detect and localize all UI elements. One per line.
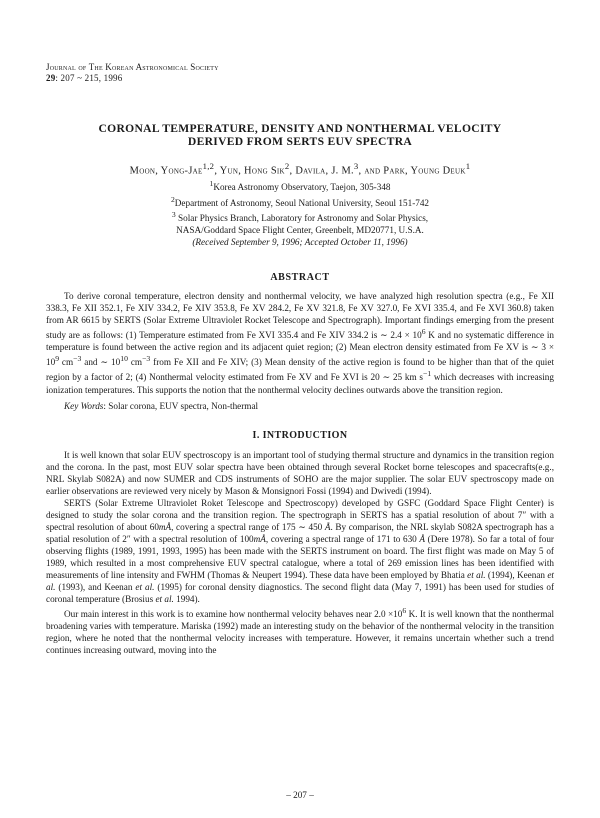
intro-paragraph-1: It is well known that solar EUV spectroscopy is an important tool of studying thermal structure and dynamics in the transition region and the corona. In the past, most EUV solar spectra have been obtained through several Rocket borne telescopes and spacecrafts(e.g., NRL Skylab S082A) and now SUMER and CDS instruments of SOHO are the major supplier. The solar EUV spectroscopy made on earlier observations are reviewed very nicely by Mason & Monsignori Fossi (1994) and Dwivedi (1994).	[46, 449, 554, 496]
page-number: – 207 –	[286, 790, 314, 800]
journal-volume: 29	[46, 73, 56, 83]
author-sep-2: ,	[289, 165, 296, 177]
p3-b: K. It is well known that the nonthermal broadening varies with temperature. Mariska (1992) made an interesting study on the behavior of the nonthermal velocity in the transition region, where he noted that the nonthermal velocity increases with temperature. However, it remains uncertain whether such a trend continues increasing outward, moving into the	[46, 609, 554, 656]
journal-pages-year: : 207 ~ 215, 1996	[55, 73, 123, 83]
keywords-text: : Solar corona, EUV spectra, Non-thermal	[103, 400, 259, 411]
abstract-text	[46, 290, 554, 396]
author-sep-1: ,	[214, 165, 220, 177]
p2-g: (1993), and Keenan	[55, 582, 136, 593]
keywords-label: Key Words	[64, 400, 104, 411]
received-dates: (Received September 9, 1996; Accepted October 11, 1996)	[192, 236, 408, 247]
affiliation-3-sup: 3	[171, 209, 176, 219]
p2-i: 1994).	[173, 594, 200, 605]
abstract-sup-5: −3	[142, 354, 151, 364]
affiliation-3-text-a: Solar Physics Branch, Laboratory for Astronomy and Solar Physics,	[175, 212, 429, 223]
p2-etal-1: et al.	[467, 570, 486, 581]
abstract-t1: To derive coronal temperature, electron density and nonthermal velocity, we have analyzed high resolution spectra (e.g., Fe XII 338.3, Fe XII 352.1, Fe XIV 334.2, Fe XIV 353.8, Fe XV 284.2, Fe XV 321.8, Fe XV 327.0, Fe XVI 335.4, and Fe XVI 360.8) taken from AR 6615 by SERTS (Solar Extreme Ultraviolet Rocket Telescope and Spectrograph). Important findings emerging from the present study are as follows: (1) Temperature estimated from Fe XVI 335.4 and Fe XIV 334.2 is ∼ 2.4 × 10	[46, 290, 554, 340]
abstract-sup-2: 9	[55, 354, 60, 364]
abstract-sup-4: 10	[120, 354, 128, 364]
abstract-t5: cm	[127, 357, 143, 368]
affiliation-2-text: Department of Astronomy, Seoul National University, Seoul 151-742	[174, 197, 430, 208]
p2-unit-A-2: Å	[419, 533, 426, 544]
author-1: Moon, Yong-Jae	[129, 165, 203, 177]
author-1-sup: 1,2	[202, 161, 215, 171]
abstract-t3: cm	[59, 357, 74, 368]
p2-b: , covering a spectral range of 175 ∼ 450	[171, 521, 325, 532]
p2-unit-mA-1: mÅ	[158, 521, 172, 532]
author-2-sup: 2	[284, 161, 290, 171]
author-3-sup: 3	[353, 161, 359, 171]
p2-d: , covering a spectral range of 171 to 630	[265, 533, 420, 544]
author-4: Park, Young Deuk	[383, 165, 466, 177]
p2-e: (Dere 1978). So far a total of four observing flights (1989, 1991, 1993, 1995) has been made with the SERTS instrument on board. The first flight was made on May 5 of 1989, which resulted in a most comprehensive EUV spectral catalogue, where a total of 269 emission lines has been identified with measurements of line intensity and FWHM (Thomas & Neupert 1994). These data have been employed by Bhatia	[46, 533, 554, 581]
author-list	[46, 160, 554, 177]
p2-etal-4: et al.	[155, 594, 174, 605]
abstract-t7: which decreases with increasing ionization temperatures. This supports the notion that the nonthermal velocity declines outwards above the transition region.	[46, 372, 554, 395]
title-line-1: CORONAL TEMPERATURE, DENSITY AND NONTHERMAL VELOCITY	[98, 122, 502, 135]
affiliations	[46, 178, 554, 235]
author-2: Yun, Hong Sik	[219, 165, 285, 177]
paper-title	[46, 122, 554, 148]
abstract-sup-6: −1	[423, 369, 432, 379]
p2-c: . By comparison, the NRL skylab S082A spectrograph has a spatial resolution of 2″ with a spectral resolution of 100	[46, 521, 555, 544]
abstract-t6: from Fe XII and Fe XIV; (3) Mean density of the active region is found to be higher than that of the quiet region by a factor of 2; (4) Nonthermal velocity estimated from Fe XV and Fe XVI is 20 ∼ 25 km s	[46, 357, 554, 383]
author-and: , and	[358, 165, 384, 177]
intro-paragraph-2	[46, 497, 554, 605]
title-line-2: DERIVED FROM SERTS EUV SPECTRA	[187, 135, 413, 148]
affiliation-2-sup: 2	[170, 194, 175, 204]
affiliation-3-line-2: NASA/Goddard Space Flight Center, Greenbelt, MD20771, U.S.A.	[176, 224, 424, 235]
affiliation-3	[46, 209, 554, 224]
p2-etal-2: et al.	[46, 570, 554, 593]
author-3: Davila, J. M.	[295, 165, 354, 177]
abstract-t2: K and no systematic difference in temperature is found between the active region and its adjacent quiet region; (2) Mean electron density estimated from Fe XV is ∼ 3 × 10	[46, 330, 554, 368]
section-heading-introduction: I. INTRODUCTION	[252, 429, 348, 441]
abstract-sup-3: −3	[73, 354, 82, 364]
affiliation-1-sup: 1	[209, 179, 214, 189]
p3-sup: 6	[402, 606, 407, 616]
p2-a: SERTS (Solar Extreme Ultraviolet Roket Telescope and Spectroscopy) developed by GSFC (Goddard Space Flight Center) is designed to study the solar corona and the transition region. The spectrograph in SERTS has a spatial resolution of about 7″ with a spectral resolution of about 60	[46, 497, 554, 532]
author-4-sup: 1	[465, 161, 471, 171]
p2-h: (1995) for coronal density diagnostics. The second flight data (May 7, 1991) has been used for studies of coronal temperature (Brosius	[46, 582, 555, 605]
journal-name: Journal of The Korean Astronomical Society	[46, 62, 219, 72]
page-body	[46, 62, 554, 656]
affiliation-1	[46, 178, 554, 193]
p3-a: Our main interest in this work is to examine how nonthermal velocity behaves near 2.0 ×10	[64, 609, 403, 620]
affiliation-1-text: Korea Astronomy Observatory, Taejon, 305-348	[213, 182, 391, 193]
abstract-t4: and ∼ 10	[81, 357, 121, 368]
intro-paragraph-3	[46, 605, 554, 656]
abstract-heading: ABSTRACT	[270, 271, 330, 283]
p2-etal-3: et al.	[135, 582, 155, 593]
p2-f: (1994), Keenan	[485, 570, 548, 581]
p2-unit-mA-2: mÅ	[253, 533, 266, 544]
p2-unit-A-1: Å	[324, 521, 331, 532]
keywords	[46, 400, 554, 412]
affiliation-2	[46, 194, 554, 209]
journal-citation	[46, 73, 554, 84]
journal-header	[46, 62, 554, 84]
abstract-sup-1: 6	[421, 326, 426, 336]
